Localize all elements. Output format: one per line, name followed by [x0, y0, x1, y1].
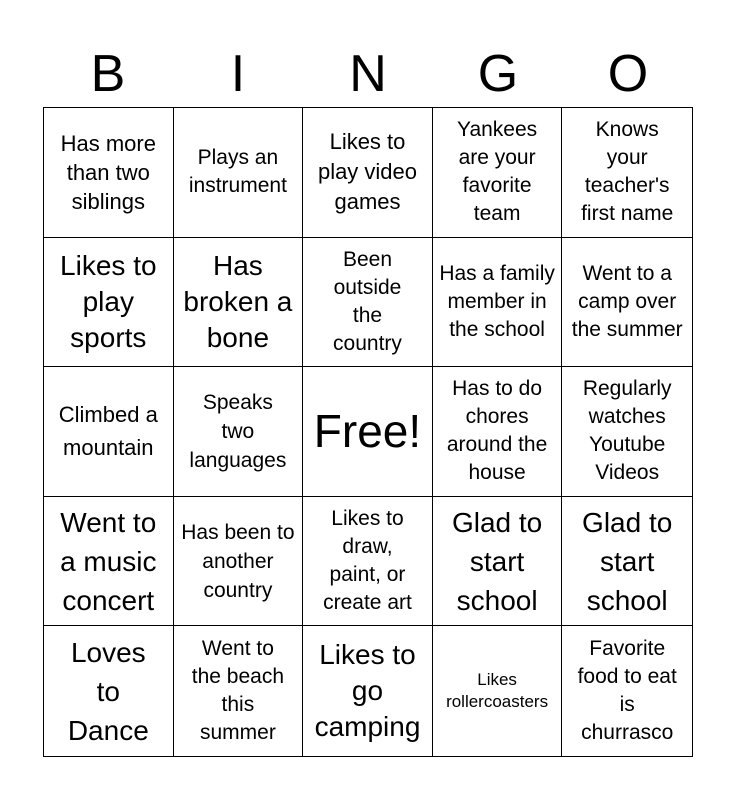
bingo-cell [562, 238, 692, 368]
bingo-cell-text: Regularly watches Youtube Videos [582, 377, 672, 485]
bingo-cell-text: Went to the beach this summer [191, 637, 285, 745]
bingo-cell [174, 626, 304, 756]
bingo-cell-text: Has broken a bone [183, 249, 293, 353]
bingo-cell-text: Likes rollercoasters [446, 670, 549, 712]
bingo-cell-text: Has a family member in the school [439, 261, 555, 341]
bingo-cell-text: Favorite food to eat is churrasco [577, 637, 677, 745]
bingo-cell-text: Has been to another country [181, 520, 295, 602]
header-letter-n: N [349, 45, 387, 103]
bingo-cell [44, 238, 174, 368]
bingo-cell [562, 497, 692, 627]
bingo-cell-text: Likes to go camping [314, 639, 421, 743]
bingo-cell-text: Glad to start school [582, 506, 673, 616]
bingo-cell [174, 497, 304, 627]
bingo-card-grid [43, 107, 693, 757]
bingo-header [43, 40, 693, 108]
bingo-cell [562, 108, 692, 238]
bingo-cell [303, 497, 433, 627]
bingo-cell-text: Likes to draw, paint, or create art [323, 507, 412, 615]
bingo-cell-text: Has more than two siblings [60, 130, 156, 214]
free-space [303, 367, 433, 497]
bingo-cell [562, 626, 692, 756]
header-letter-g: G [477, 45, 519, 103]
bingo-cell [174, 367, 304, 497]
free-space-text: Free! [313, 405, 422, 458]
bingo-cell-text: Plays an instrument [188, 146, 287, 198]
header-letter-o: O [607, 45, 649, 103]
bingo-cell-text: Went to a camp over the summer [571, 261, 683, 341]
bingo-cell [303, 108, 433, 238]
bingo-cell-text: Glad to start school [451, 506, 543, 616]
bingo-cell [44, 626, 174, 756]
bingo-cell-text: Has to do chores around the house [446, 377, 548, 485]
bingo-cell-text: Likes to play sports [60, 249, 157, 353]
header-letter-i: I [230, 45, 246, 103]
bingo-cell [433, 108, 563, 238]
bingo-cell-text: Went to a music concert [60, 506, 157, 616]
bingo-cell [303, 626, 433, 756]
bingo-cell-text: Loves to Dance [67, 636, 149, 746]
bingo-cell [562, 367, 692, 497]
bingo-cell [433, 626, 563, 756]
bingo-cell [433, 497, 563, 627]
bingo-cell-text: Knows your teacher's first name [581, 118, 674, 226]
bingo-cell-text: Yankees are your favorite team [457, 118, 538, 226]
bingo-cell-text: Speaks two languages [189, 390, 287, 472]
bingo-cell [174, 238, 304, 368]
bingo-cell [44, 367, 174, 497]
bingo-cell [433, 238, 563, 368]
bingo-cell [174, 108, 304, 238]
bingo-cell [303, 238, 433, 368]
bingo-cell [44, 497, 174, 627]
bingo-cell-text: Climbed a mountain [58, 402, 158, 461]
bingo-cell [44, 108, 174, 238]
bingo-cell-text: Been outside the country [333, 247, 402, 355]
bingo-cell [433, 367, 563, 497]
bingo-cell-text: Likes to play video games [317, 129, 418, 215]
header-letter-b: B [90, 45, 126, 103]
